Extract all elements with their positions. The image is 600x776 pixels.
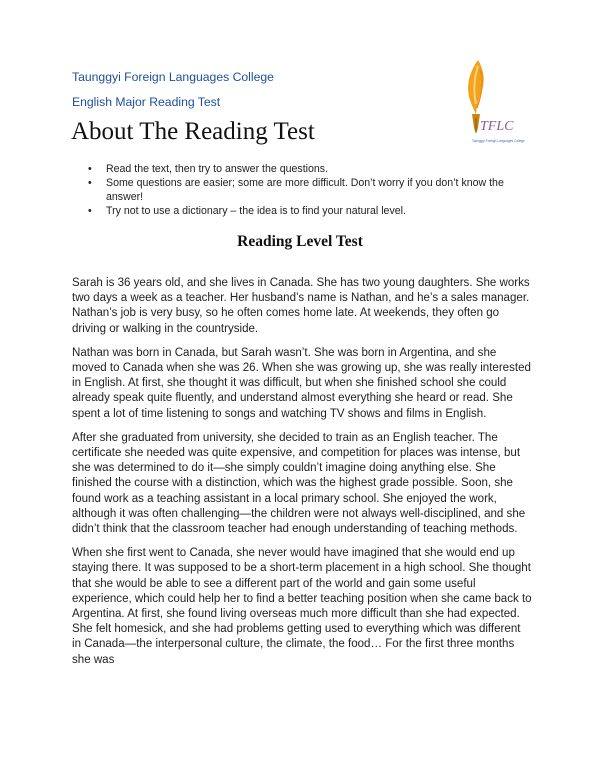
logo-tagline: Taunggyi Foreign Languages College <box>472 139 525 143</box>
quill-pen-icon <box>450 56 530 150</box>
instruction-item: • Read the text, then try to answer the questions. <box>88 163 528 176</box>
instructions-list <box>88 163 528 220</box>
logo-monogram: TFLC <box>480 119 514 134</box>
passage-paragraph: After she graduated from university, she decided to train as an English teacher. The certificate she needed was quite expensive, and competition for places was intense, but she was determined to do it—she simply couldn’t imagine doing anything else. She finished the course with a distinction, which was the highest grade possible. Soon, she found work as a teaching assistant in a local primary school. She enjoyed the work, although it was often challenging—the children were not always well-disciplined, and she didn’t think that the classroom teacher had enough understanding of teaching methods. <box>72 431 526 536</box>
reading-passage <box>72 276 532 677</box>
passage-paragraph: Sarah is 36 years old, and she lives in Canada. She has two young daughters. She works two days a week as a teacher. Her husband’s name is Nathan, and he’s a sales manager. Nathan’s job is very busy, so he often comes home late. At weekends, they often go driving or walking in the countryside. <box>72 277 530 335</box>
passage-paragraph: Nathan was born in Canada, but Sarah wasn’t. She was born in Argentina, and she moved to Canada when she was 26. When she was growing up, she was really interested in English. At first, she thought it was difficult, but when she finished school she could already speak quite fluently, and understand almost everything she heard or read. She spent a lot of time listening to songs and watching TV shows and films in English. <box>72 346 531 420</box>
passage-paragraph: When she first went to Canada, she never would have imagined that she would end up staying there. It was supposed to be a short-term placement in a high school. She thought that she would be able to see a different part of the world and gain some useful experience, which could help her to find a better teaching position when she came back to Argentina. At first, she found living overseas much more difficult than she had expected. She felt homesick, and she had problems getting used to everything which was different in Canada—the interpersonal culture, the climate, the food… For the first three months she was <box>72 547 532 666</box>
test-subtitle: English Major Reading Test <box>72 95 221 109</box>
college-logo <box>450 56 530 150</box>
instruction-item: • Try not to use a dictionary – the idea is to find your natural level. <box>88 205 528 218</box>
instruction-item: • Some questions are easier; some are more difficult. Don’t worry if you don’t know the answer! <box>88 177 528 204</box>
section-title: Reading Level Test <box>237 233 363 250</box>
page-title: About The Reading Test <box>71 118 315 145</box>
college-name: Taunggyi Foreign Languages College <box>72 70 274 84</box>
